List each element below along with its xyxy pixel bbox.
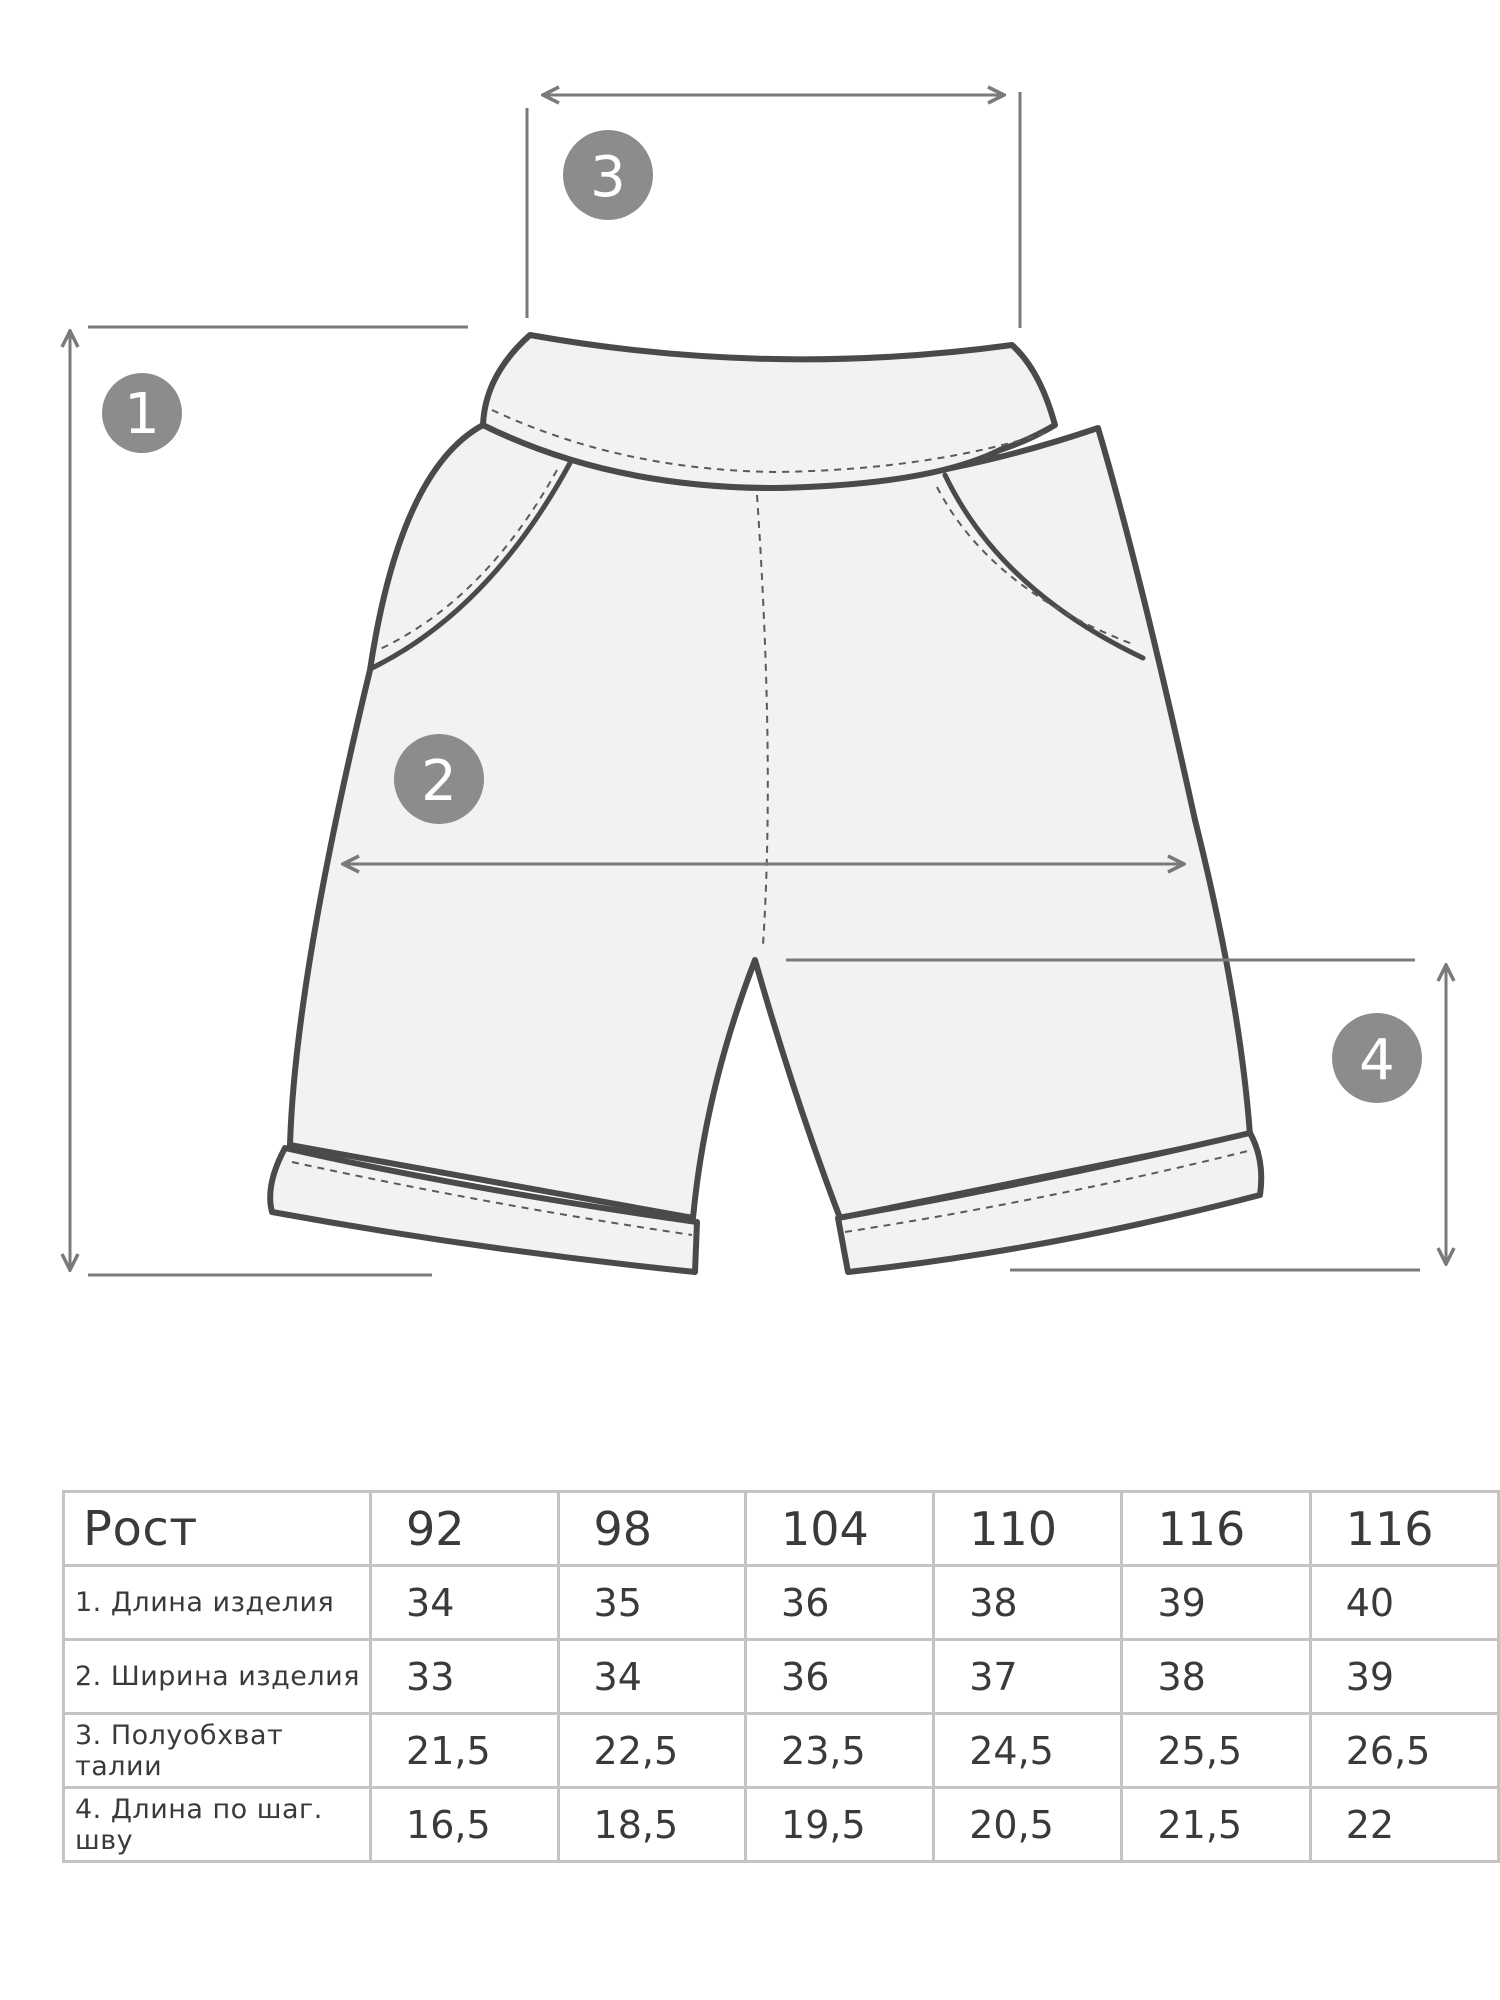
row-label: 3. Полуобхват талии [64, 1714, 371, 1788]
table-row [64, 1788, 1499, 1862]
table-cell: 21,5 [1122, 1788, 1310, 1862]
table-header-row [64, 1492, 1499, 1566]
marker-3-label: 3 [590, 145, 626, 210]
marker-4-label: 4 [1359, 1028, 1395, 1093]
table-cell: 37 [934, 1640, 1122, 1714]
size-table [62, 1490, 1500, 1863]
table-cell: 26,5 [1310, 1714, 1498, 1788]
table-cell: 34 [558, 1640, 746, 1714]
size-header: 116 [1310, 1492, 1498, 1566]
table-cell: 23,5 [746, 1714, 934, 1788]
table-cell: 40 [1310, 1566, 1498, 1640]
table-cell: 25,5 [1122, 1714, 1310, 1788]
table-cell: 34 [371, 1566, 559, 1640]
marker-3 [563, 130, 653, 220]
row-label: 2. Ширина изделия [64, 1640, 371, 1714]
marker-4 [1332, 1013, 1422, 1103]
row-label: 1. Длина изделия [64, 1566, 371, 1640]
table-cell: 18,5 [558, 1788, 746, 1862]
table-cell: 19,5 [746, 1788, 934, 1862]
table-cell: 39 [1310, 1640, 1498, 1714]
size-header: 116 [1122, 1492, 1310, 1566]
size-header: 98 [558, 1492, 746, 1566]
table-cell: 22,5 [558, 1714, 746, 1788]
table-cell: 36 [746, 1640, 934, 1714]
size-header: 92 [371, 1492, 559, 1566]
table-cell: 36 [746, 1566, 934, 1640]
table-row [64, 1640, 1499, 1714]
marker-1-label: 1 [124, 382, 160, 447]
marker-2 [394, 734, 484, 824]
table-cell: 22 [1310, 1788, 1498, 1862]
table-cell: 33 [371, 1640, 559, 1714]
height-header: Рост [64, 1492, 371, 1566]
row-label: 4. Длина по шаг. шву [64, 1788, 371, 1862]
table-cell: 20,5 [934, 1788, 1122, 1862]
table-cell: 21,5 [371, 1714, 559, 1788]
size-header: 104 [746, 1492, 934, 1566]
marker-1 [102, 373, 182, 453]
table-cell: 24,5 [934, 1714, 1122, 1788]
table-row [64, 1566, 1499, 1640]
size-header: 110 [934, 1492, 1122, 1566]
marker-2-label: 2 [421, 749, 457, 814]
table-cell: 35 [558, 1566, 746, 1640]
table-row [64, 1714, 1499, 1788]
table-cell: 39 [1122, 1566, 1310, 1640]
table-cell: 38 [934, 1566, 1122, 1640]
table-cell: 16,5 [371, 1788, 559, 1862]
table-cell: 38 [1122, 1640, 1310, 1714]
